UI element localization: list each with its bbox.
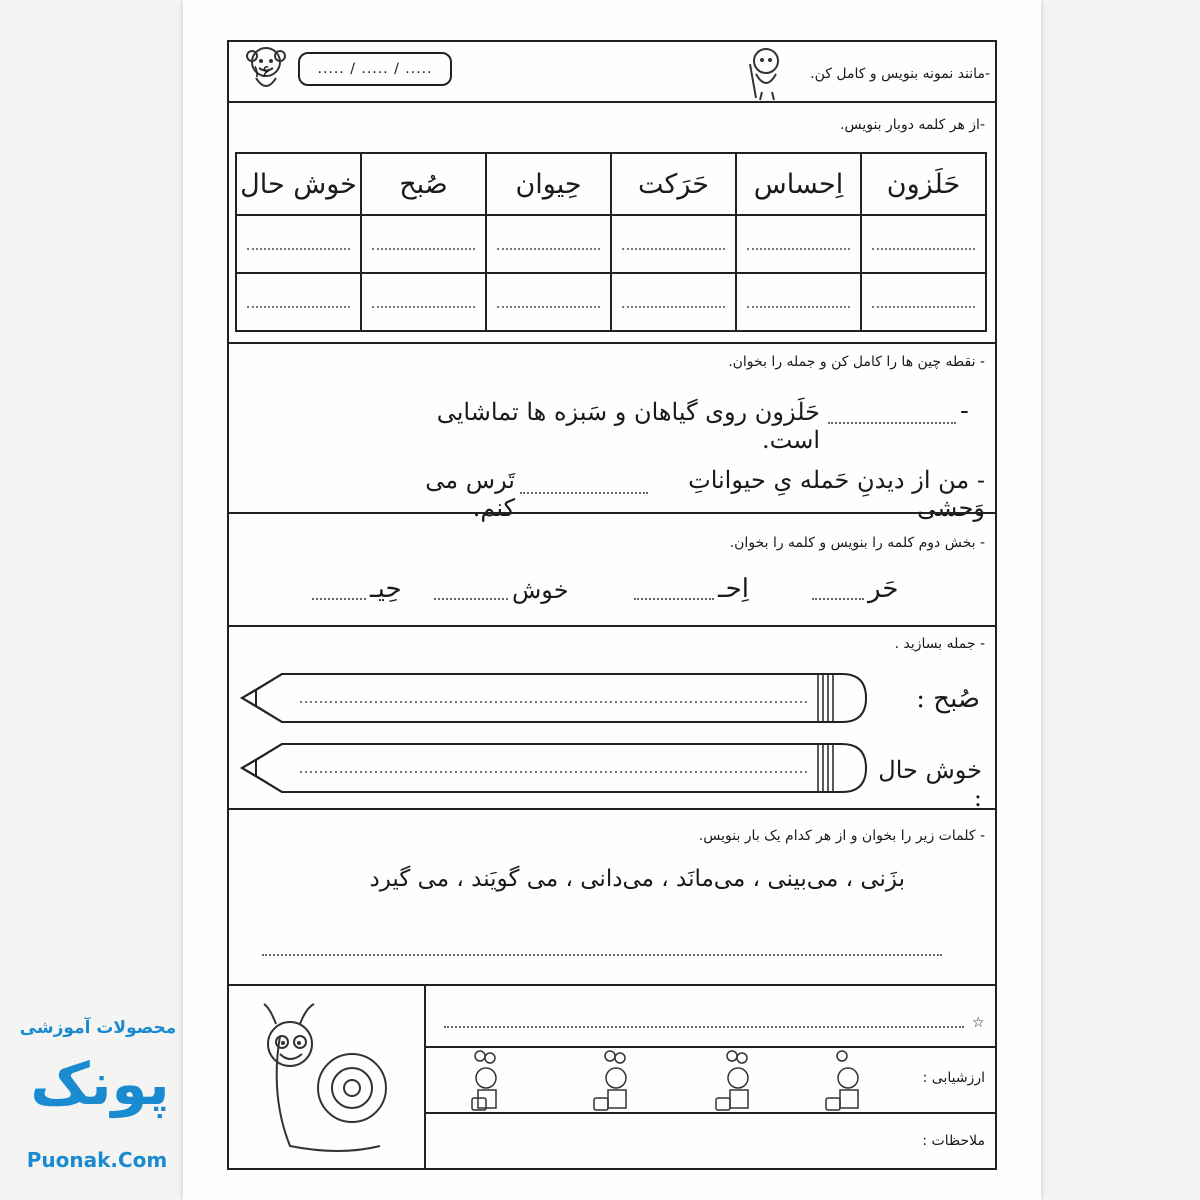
- writing-cell[interactable]: [736, 273, 861, 331]
- snail-icon: [240, 996, 400, 1170]
- header-instruction: -مانند نمونه بنویس و کامل کن.: [810, 66, 990, 82]
- words-line: بزَنی ، می‌بینی ، می‌مانَد ، می‌دانی ، می گویَند ، می گیرد: [369, 866, 905, 892]
- pencil-writing-line[interactable]: [240, 672, 870, 728]
- fill-blank[interactable]: [262, 954, 942, 956]
- girl-with-balloons-icon: [712, 1050, 762, 1116]
- monkey-writing-icon: [742, 44, 786, 106]
- word-cell: حَرَکت: [611, 153, 736, 215]
- word-part: خوش: [512, 576, 569, 604]
- watermark-title: محصولات آموزشی: [19, 1018, 177, 1038]
- sentence2-end: تَرس می کنم.: [425, 466, 515, 522]
- fill-blank[interactable]: [312, 598, 366, 600]
- writing-cell[interactable]: [736, 215, 861, 273]
- word-cell: اِحساس: [736, 153, 861, 215]
- fill-blank[interactable]: [444, 1026, 964, 1028]
- sentence1-text: حَلَزون روی گیاهان و سَبزه ها تماشایی است.: [436, 398, 820, 454]
- divider: [227, 984, 997, 986]
- word-cell: صُبح: [361, 153, 486, 215]
- writing-cell[interactable]: [486, 273, 611, 331]
- fill-blank[interactable]: [634, 598, 714, 600]
- sentence2-start: - من از دیدنِ حَمله یِ حیواناتِ وَحشی: [688, 466, 985, 522]
- date-field[interactable]: ..... / ..... / .....: [298, 52, 452, 86]
- word-cell: حَلَزون: [861, 153, 986, 215]
- watermark-brand: پونک: [30, 1050, 170, 1118]
- section5-instruction: - کلمات زیر را بخوان و از هر کدام یک بار بنویس.: [698, 828, 985, 844]
- word-header-row: [236, 153, 986, 215]
- fill-blank[interactable]: [520, 492, 648, 494]
- remarks-label: ملاحظات :: [922, 1133, 985, 1149]
- sentence1-dash: -: [960, 396, 969, 426]
- writing-cell[interactable]: [361, 273, 486, 331]
- word-cell: حِیوان: [486, 153, 611, 215]
- divider: [227, 101, 997, 103]
- girl-with-balloons-icon: [460, 1050, 510, 1116]
- writing-cell[interactable]: [611, 215, 736, 273]
- row1-label: صُبح :: [916, 684, 980, 714]
- section1-instruction: -از هر کلمه دوبار بنویس.: [840, 117, 985, 133]
- word-table: [235, 152, 987, 332]
- writing-cell[interactable]: [611, 273, 736, 331]
- row2-label: خوش حال :: [878, 756, 982, 812]
- word-part: حَر: [868, 574, 899, 604]
- star-icon: ☆: [972, 1015, 985, 1031]
- writing-row: [236, 273, 986, 331]
- watermark-url: Puonak.Com: [26, 1148, 168, 1172]
- writing-cell[interactable]: [861, 273, 986, 331]
- divider: [227, 625, 997, 627]
- writing-cell[interactable]: [236, 273, 361, 331]
- word-cell: خوش حال: [236, 153, 361, 215]
- page-number: ۱۶: [252, 62, 271, 82]
- fill-blank[interactable]: [828, 422, 956, 424]
- section3-instruction: - بخش دوم کلمه را بنویس و کلمه را بخوان.: [729, 535, 985, 551]
- word-part: حِیـ: [370, 574, 402, 604]
- fill-blank[interactable]: [812, 598, 864, 600]
- evaluation-label: ارزشیابی :: [922, 1070, 985, 1086]
- writing-cell[interactable]: [236, 215, 361, 273]
- fill-blank[interactable]: [434, 598, 508, 600]
- divider: [227, 342, 997, 344]
- girl-with-balloons-icon: [822, 1050, 872, 1116]
- divider: [424, 1112, 997, 1114]
- writing-cell[interactable]: [861, 215, 986, 273]
- section4-instruction: - جمله بسازید .: [894, 636, 985, 652]
- pencil-writing-line[interactable]: [240, 742, 870, 798]
- divider: [227, 808, 997, 810]
- writing-cell[interactable]: [361, 215, 486, 273]
- section2-instruction: - نقطه چین ها را کامل کن و جمله را بخوان.: [728, 354, 985, 370]
- word-part: اِحـ: [718, 574, 749, 604]
- divider: [424, 1046, 997, 1048]
- divider: [227, 512, 997, 514]
- divider: [424, 984, 426, 1170]
- writing-cell[interactable]: [486, 215, 611, 273]
- writing-row: [236, 215, 986, 273]
- girl-with-balloons-icon: [590, 1050, 640, 1116]
